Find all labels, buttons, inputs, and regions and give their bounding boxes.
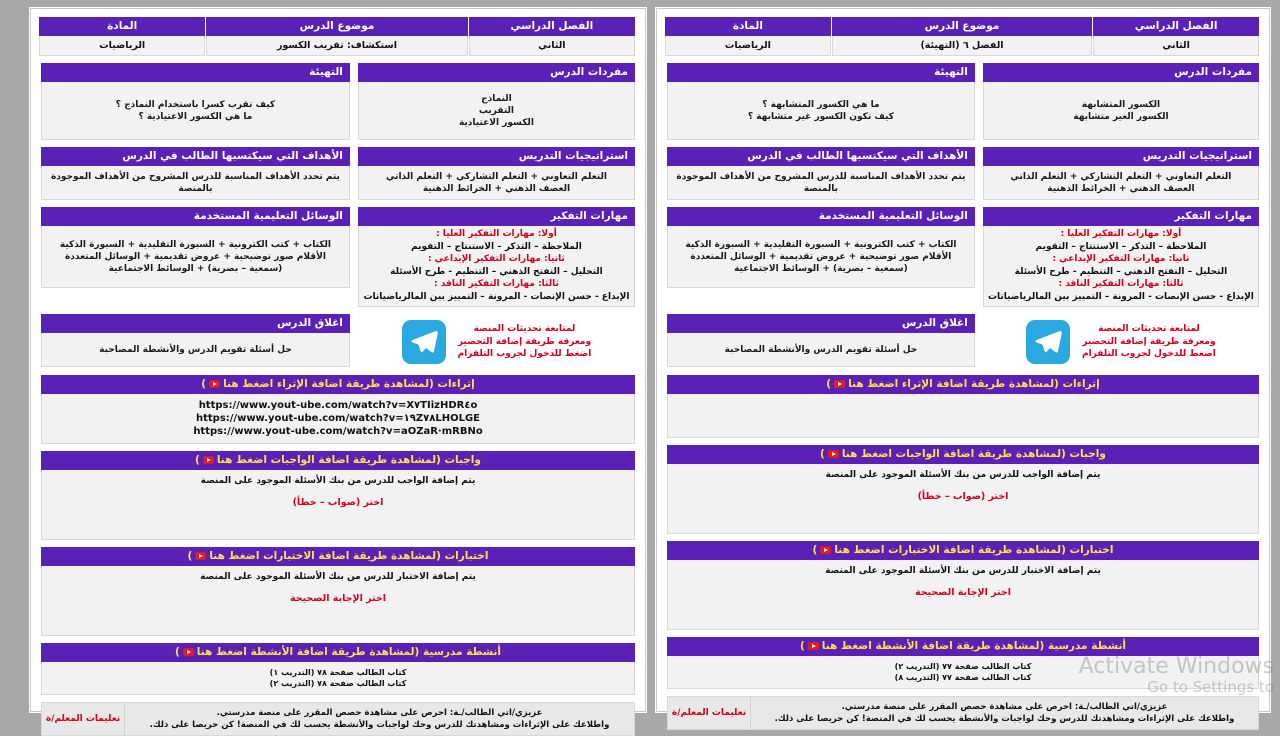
- telegram-promo-text: [1082, 323, 1216, 361]
- thinking-value-1: الملاحظة – التذكر – الاستنتاج – التقويم: [411, 241, 582, 252]
- section-strategies: [358, 147, 635, 200]
- goals-line-2: بالمنصة: [803, 183, 838, 194]
- teacher-instructions-row: [41, 702, 635, 736]
- enrichment-header-label: إثراءات (لمشاهدة طريقة اضافة الإثراء اضغط هنا: [223, 378, 475, 390]
- strategies-header: استراتيجيات التدريس: [983, 147, 1259, 166]
- section-homework: [41, 451, 635, 540]
- activity-line-2: كتاب الطالب صفحة ٧٨ (التدريب ٢): [269, 679, 407, 688]
- tahyia-line-1: كيف تقرب كسرا باستخدام النماذج ؟: [115, 99, 276, 110]
- thinking-label-3: ثالثا: مهارات التفكير الناقد :: [1058, 279, 1184, 289]
- thinking-value-1: الملاحظة – التذكر – الاستنتاج – التقويم: [1035, 241, 1207, 252]
- school-activities-body: [41, 662, 635, 695]
- closing-header: اغلاق الدرس: [41, 314, 350, 333]
- section-tests: [667, 541, 1259, 630]
- vocabulary-line-1: الكسور المتشابهة: [1081, 99, 1161, 110]
- info-value-term: الثاني: [1093, 36, 1259, 56]
- homework-header-label: واجبات (لمشاهدة طريقة اضافة الواجبات اضغط هنا: [841, 448, 1106, 460]
- play-icon[interactable]: [183, 648, 194, 656]
- info-col-topic: [205, 17, 467, 56]
- closing-body: [667, 333, 975, 367]
- enrichment-header[interactable]: [667, 375, 1259, 394]
- info-value-subject: الرياضيات: [39, 36, 205, 56]
- closing-header: اغلاق الدرس: [667, 314, 975, 333]
- teaching-means-body: [667, 226, 975, 288]
- section-enrichment: [41, 375, 635, 444]
- tests-header-close: ): [187, 550, 193, 562]
- promo-line-1: لمتابعة تحديثات المنصة: [1098, 324, 1200, 335]
- vocabulary-line-2: الكسور الغير متشابهة: [1073, 111, 1169, 122]
- vocabulary-header: مفردات الدرس: [983, 63, 1259, 82]
- enrichment-header-close: ): [826, 378, 832, 390]
- promo-line-3: اضغط للدخول لجروب التلقرام: [457, 349, 592, 360]
- closing-text: حل أسئلة تقويم الدرس والأنشطة المصاحبة: [99, 344, 292, 355]
- thinking-skills-body: [358, 226, 635, 307]
- telegram-promo-inner[interactable]: [983, 314, 1259, 368]
- thinking-label-2: ثانيا: مهارات التفكير الإبداعي :: [1052, 254, 1190, 264]
- goals-body: [41, 166, 350, 200]
- info-value-subject: الرياضيات: [665, 36, 831, 56]
- section-tests: [41, 547, 635, 636]
- teacher-line-2: واطلاعك على الإثراءات ومشاهدتك للدرس وحك لواجبات والأنشطة يحسب لك في المنصة! كن حريصا على ذلك.: [149, 720, 610, 730]
- tests-header-label: اختبارات (لمشاهدة طريقة اضافة الاختبارات اضغط هنا: [209, 550, 489, 562]
- strategies-line-2: العصف الذهني + الخرائط الذهنية: [422, 183, 571, 194]
- homework-red-note: اختر (صواب – خطأ): [917, 491, 1009, 502]
- row-promo-closing: [41, 314, 635, 368]
- tests-body: [667, 560, 1259, 630]
- goals-header: الأهداف التي سيكتسبها الطالب في الدرس: [667, 147, 975, 166]
- tests-text: يتم إضافة الاختبار للدرس من بنك الأسئلة الموجود على المنصة: [200, 572, 476, 582]
- thinking-skills-body: [983, 226, 1259, 307]
- telegram-promo[interactable]: [358, 314, 635, 368]
- section-strategies: [983, 147, 1259, 200]
- thinking-label-3: ثالثا: مهارات التفكير الناقد :: [434, 279, 559, 289]
- telegram-promo-inner[interactable]: [358, 314, 635, 368]
- tahyia-header: التهيئة: [41, 63, 350, 82]
- strategies-body: [983, 166, 1259, 200]
- strategies-header: استراتيجيات التدريس: [358, 147, 635, 166]
- info-header-term: الفصل الدراسي: [469, 17, 635, 36]
- tests-red-note: اختر الإجابة الصحيحة: [914, 587, 1012, 598]
- info-header-subject: المادة: [665, 17, 831, 36]
- teaching-means-body: [41, 226, 350, 288]
- tahyia-line-2: ما هي الكسور الاعتيادية ؟: [138, 111, 253, 122]
- school-activities-header[interactable]: [41, 643, 635, 662]
- enrichment-header[interactable]: [41, 375, 635, 394]
- section-school-activities: [667, 637, 1259, 689]
- means-line-2: الأقلام صور توضيحية + عروض تقديمية + الوسائل المتعددة: [690, 251, 952, 262]
- homework-text: يتم إضافة الواجب للدرس من بنك الأسئلة الموجود على المنصة: [200, 476, 476, 486]
- homework-header-close: ): [820, 448, 825, 460]
- means-line-2: الأقلام صور توضيحية + عروض تقديمية + الوسائل المتعددة: [64, 251, 326, 262]
- enrichment-url-1[interactable]: https://www.yout-ube.com/watch?v=X٧TIizHDR٤o: [198, 400, 478, 411]
- teacher-line-2: واطلاعك على الإثراءات ومشاهدتك للدرس وحك لواجبات والأنشطة يحسب لك في المنصة! كن حريصا على ذلك.: [774, 714, 1235, 724]
- strategies-line-1: التعلم التعاوني + التعلم التشاركي + التعلم الذاتي: [1010, 171, 1232, 182]
- means-line-3: (سمعية – بصرية) + الوسائط الاجتماعية: [734, 263, 908, 274]
- section-teaching-means: [41, 207, 350, 307]
- telegram-promo-text: [458, 323, 592, 361]
- info-col-term: [468, 17, 635, 56]
- vocabulary-body: [358, 82, 635, 140]
- teacher-instructions-row: [667, 696, 1259, 730]
- section-closing: [667, 314, 975, 368]
- school-activities-header-label: أنشطة مدرسية (لمشاهدة طريقة اضافة الأنشطة اضغط هنا: [196, 646, 502, 658]
- strategies-line-1: التعلم التعاوني + التعلم التشاركي + التعلم الذاتي: [385, 171, 607, 182]
- goals-line-1: يتم تحدد الأهداف المناسبة للدرس المشروح من الأهداف الموجودة: [50, 171, 340, 182]
- activity-line-1: كتاب الطالب صفحة ٧٨ (التدريب ١): [269, 668, 407, 677]
- row-tahyia-vocab: [41, 63, 635, 140]
- teacher-instructions-label: تعليمات المعلم/ة: [42, 703, 125, 735]
- teacher-line-1: عزيزي/اتي الطالب/ـة: احرص على مشاهدة حصص المقرر على منصة مدرستي.: [841, 702, 1168, 712]
- section-goals: [41, 147, 350, 200]
- goals-line-2: بالمنصة: [178, 183, 213, 194]
- row-promo-closing: [667, 314, 1259, 368]
- homework-header[interactable]: [667, 445, 1259, 464]
- enrichment-header-close: ): [201, 378, 207, 390]
- section-closing: [41, 314, 350, 368]
- school-activities-body: [667, 656, 1259, 689]
- vocabulary-body: [983, 82, 1259, 140]
- section-homework: [667, 445, 1259, 534]
- vocabulary-line-2: التقريب: [478, 105, 514, 116]
- section-goals: [667, 147, 975, 200]
- school-activities-header[interactable]: [667, 637, 1259, 656]
- teaching-means-header: الوسائل التعليمية المستخدمة: [667, 207, 975, 226]
- teacher-instructions-text: [751, 697, 1258, 729]
- school-activities-header-label: أنشطة مدرسية (لمشاهدة طريقة اضافة الأنشطة اضغط هنا: [821, 640, 1127, 652]
- section-vocabulary: [983, 63, 1259, 140]
- info-header-term: الفصل الدراسي: [1093, 17, 1259, 36]
- thinking-value-3: الإبداع - حسن الإنصات - المرونة – التمييز بين المالرياضياتات: [363, 291, 630, 302]
- teacher-instructions-text: [125, 703, 634, 735]
- info-header-topic: موضوع الدرس: [206, 17, 467, 36]
- promo-line-2: ومعرفة طريقة إضافة التحضير: [457, 336, 592, 347]
- vocabulary-line-1: النماذج: [481, 93, 512, 104]
- tests-header-close: ): [812, 544, 818, 556]
- enrichment-body: [667, 394, 1259, 438]
- section-teaching-means: [667, 207, 975, 307]
- strategies-body: [358, 166, 635, 200]
- tests-header[interactable]: [41, 547, 635, 566]
- play-icon[interactable]: [828, 450, 839, 458]
- tests-text: يتم إضافة الاختبار للدرس من بنك الأسئلة الموجود على المنصة: [825, 566, 1101, 576]
- info-value-topic: استكشاف: تقريب الكسور: [206, 36, 467, 56]
- promo-line-2: ومعرفة طريقة إضافة التحضير: [1082, 336, 1216, 347]
- watermark-line-1: Activate Windows: [1078, 654, 1274, 679]
- thinking-label-1: أولا: مهارات التفكير العليا :: [436, 229, 557, 239]
- info-col-term: [1092, 17, 1259, 56]
- lesson-plan-page-left: [656, 8, 1270, 724]
- lesson-info-table: [667, 17, 1259, 56]
- tahyia-header: التهيئة: [667, 63, 975, 82]
- row-thinking-means: [667, 207, 1259, 307]
- homework-text: يتم إضافة الواجب للدرس من بنك الأسئلة الموجود على المنصة: [825, 470, 1101, 480]
- tahyia-line-2: كيف تكون الكسور غير متشابهة ؟: [747, 111, 894, 122]
- school-activities-header-close: ): [799, 640, 805, 652]
- tests-red-note: اختر الإجابة الصحيحة: [289, 593, 387, 604]
- thinking-value-2: التحليل – التفتح الذهني – التنظيم - طرح الأسئلة: [390, 266, 603, 277]
- school-activities-header-close: ): [174, 646, 180, 658]
- telegram-promo[interactable]: [983, 314, 1259, 368]
- enrichment-url-2[interactable]: https://www.yout-ube.com/watch?v=١٩Z٧٨LHOLGE: [195, 413, 480, 424]
- tahyia-line-1: ما هي الكسور المتشابهة ؟: [762, 99, 880, 110]
- teaching-means-header: الوسائل التعليمية المستخدمة: [41, 207, 350, 226]
- section-vocabulary: [358, 63, 635, 140]
- tahyia-body: [41, 82, 350, 140]
- play-icon[interactable]: [209, 380, 220, 388]
- row-tahyia-vocab: [667, 63, 1259, 140]
- play-icon[interactable]: [820, 546, 831, 554]
- tests-header-label: اختبارات (لمشاهدة طريقة اضافة الاختبارات اضغط هنا: [834, 544, 1114, 556]
- promo-line-3: اضغط للدخول لجروب التلقرام: [1082, 349, 1216, 360]
- play-icon[interactable]: [808, 642, 819, 650]
- vocabulary-header: مفردات الدرس: [358, 63, 635, 82]
- promo-line-1: لمتابعة تحديثات المنصة: [473, 324, 576, 335]
- lesson-plan-page-right: [30, 8, 646, 730]
- lesson-info-table: [41, 17, 635, 56]
- goals-line-1: يتم تحدد الأهداف المناسبة للدرس المشروح من الأهداف الموجودة: [676, 171, 966, 182]
- info-col-subject: [39, 17, 205, 56]
- thinking-value-2: التحليل – التفتح الذهني – التنظيم - طرح الأسئلة: [1014, 266, 1228, 277]
- means-line-3: (سمعية – بصرية) + الوسائط الاجتماعية: [108, 263, 283, 274]
- row-thinking-means: [41, 207, 635, 307]
- thinking-skills-header: مهارات التفكير: [358, 207, 635, 226]
- homework-header-close: ): [195, 454, 200, 466]
- tests-header[interactable]: [667, 541, 1259, 560]
- section-enrichment: [667, 375, 1259, 438]
- teacher-line-1: عزيزي/اتي الطالب/ـة: احرص على مشاهدة حصص المقرر على منصة مدرستي.: [216, 708, 543, 718]
- row-strategies-goals: [41, 147, 635, 200]
- info-header-subject: المادة: [39, 17, 205, 36]
- thinking-skills-header: مهارات التفكير: [983, 207, 1259, 226]
- enrichment-body: [41, 394, 635, 444]
- row-strategies-goals: [667, 147, 1259, 200]
- watermark-line-2: Go to Settings to: [1147, 678, 1274, 696]
- section-thinking-skills: [983, 207, 1259, 307]
- means-line-1: الكتاب + كتب الكترونية + السبورة التقليدية + السبورة الذكية: [59, 239, 331, 250]
- teacher-instructions-label: تعليمات المعلم/ة: [668, 697, 751, 729]
- info-col-subject: [665, 17, 831, 56]
- enrichment-url-3[interactable]: https://www.yout-ube.com/watch?v=aOZaR·mRBNo: [193, 426, 483, 437]
- homework-body: [667, 464, 1259, 534]
- activity-line-1: كتاب الطالب صفحة ٧٧ (التدريب ٢): [894, 662, 1032, 671]
- homework-header[interactable]: [41, 451, 635, 470]
- thinking-value-3: الإبداع - حسن الإنصات - المرونة – التمييز بين المالرياضياتات: [987, 291, 1254, 302]
- strategies-line-2: العصف الذهني + الخرائط الذهنية: [1047, 183, 1195, 194]
- play-icon[interactable]: [195, 552, 206, 560]
- section-school-activities: [41, 643, 635, 695]
- play-icon[interactable]: [834, 380, 845, 388]
- telegram-icon[interactable]: [1026, 320, 1070, 364]
- vocabulary-line-3: الكسور الاعتيادية: [458, 117, 534, 128]
- means-line-1: الكتاب + كتب الكترونية + السبورة التقليدية + السبورة الذكية: [685, 239, 957, 250]
- telegram-icon[interactable]: [402, 320, 446, 364]
- goals-header: الأهداف التي سيكتسبها الطالب في الدرس: [41, 147, 350, 166]
- tahyia-body: [667, 82, 975, 140]
- goals-body: [667, 166, 975, 200]
- closing-text: حل أسئلة تقويم الدرس والأنشطة المصاحبة: [724, 344, 918, 355]
- section-thinking-skills: [358, 207, 635, 307]
- info-value-term: الثاني: [469, 36, 635, 56]
- tests-body: [41, 566, 635, 636]
- play-icon[interactable]: [203, 456, 214, 464]
- info-value-topic: الفصل ٦ (التهيئة): [832, 36, 1092, 56]
- homework-body: [41, 470, 635, 540]
- closing-body: [41, 333, 350, 367]
- section-tahyia: [667, 63, 975, 140]
- homework-red-note: اختر (صواب – خطأ): [292, 497, 384, 508]
- thinking-label-1: أولا: مهارات التفكير العليا :: [1060, 229, 1182, 239]
- thinking-label-2: ثانيا: مهارات التفكير الإبداعي :: [427, 254, 565, 264]
- enrichment-header-label: إثراءات (لمشاهدة طريقة اضافة الإثراء اضغط هنا: [848, 378, 1100, 390]
- homework-header-label: واجبات (لمشاهدة طريقة اضافة الواجبات اضغط هنا: [216, 454, 481, 466]
- info-col-topic: [831, 17, 1092, 56]
- section-tahyia: [41, 63, 350, 140]
- info-header-topic: موضوع الدرس: [832, 17, 1092, 36]
- activity-line-2: كتاب الطالب صفحة ٧٧ (التدريب ٨): [894, 673, 1032, 682]
